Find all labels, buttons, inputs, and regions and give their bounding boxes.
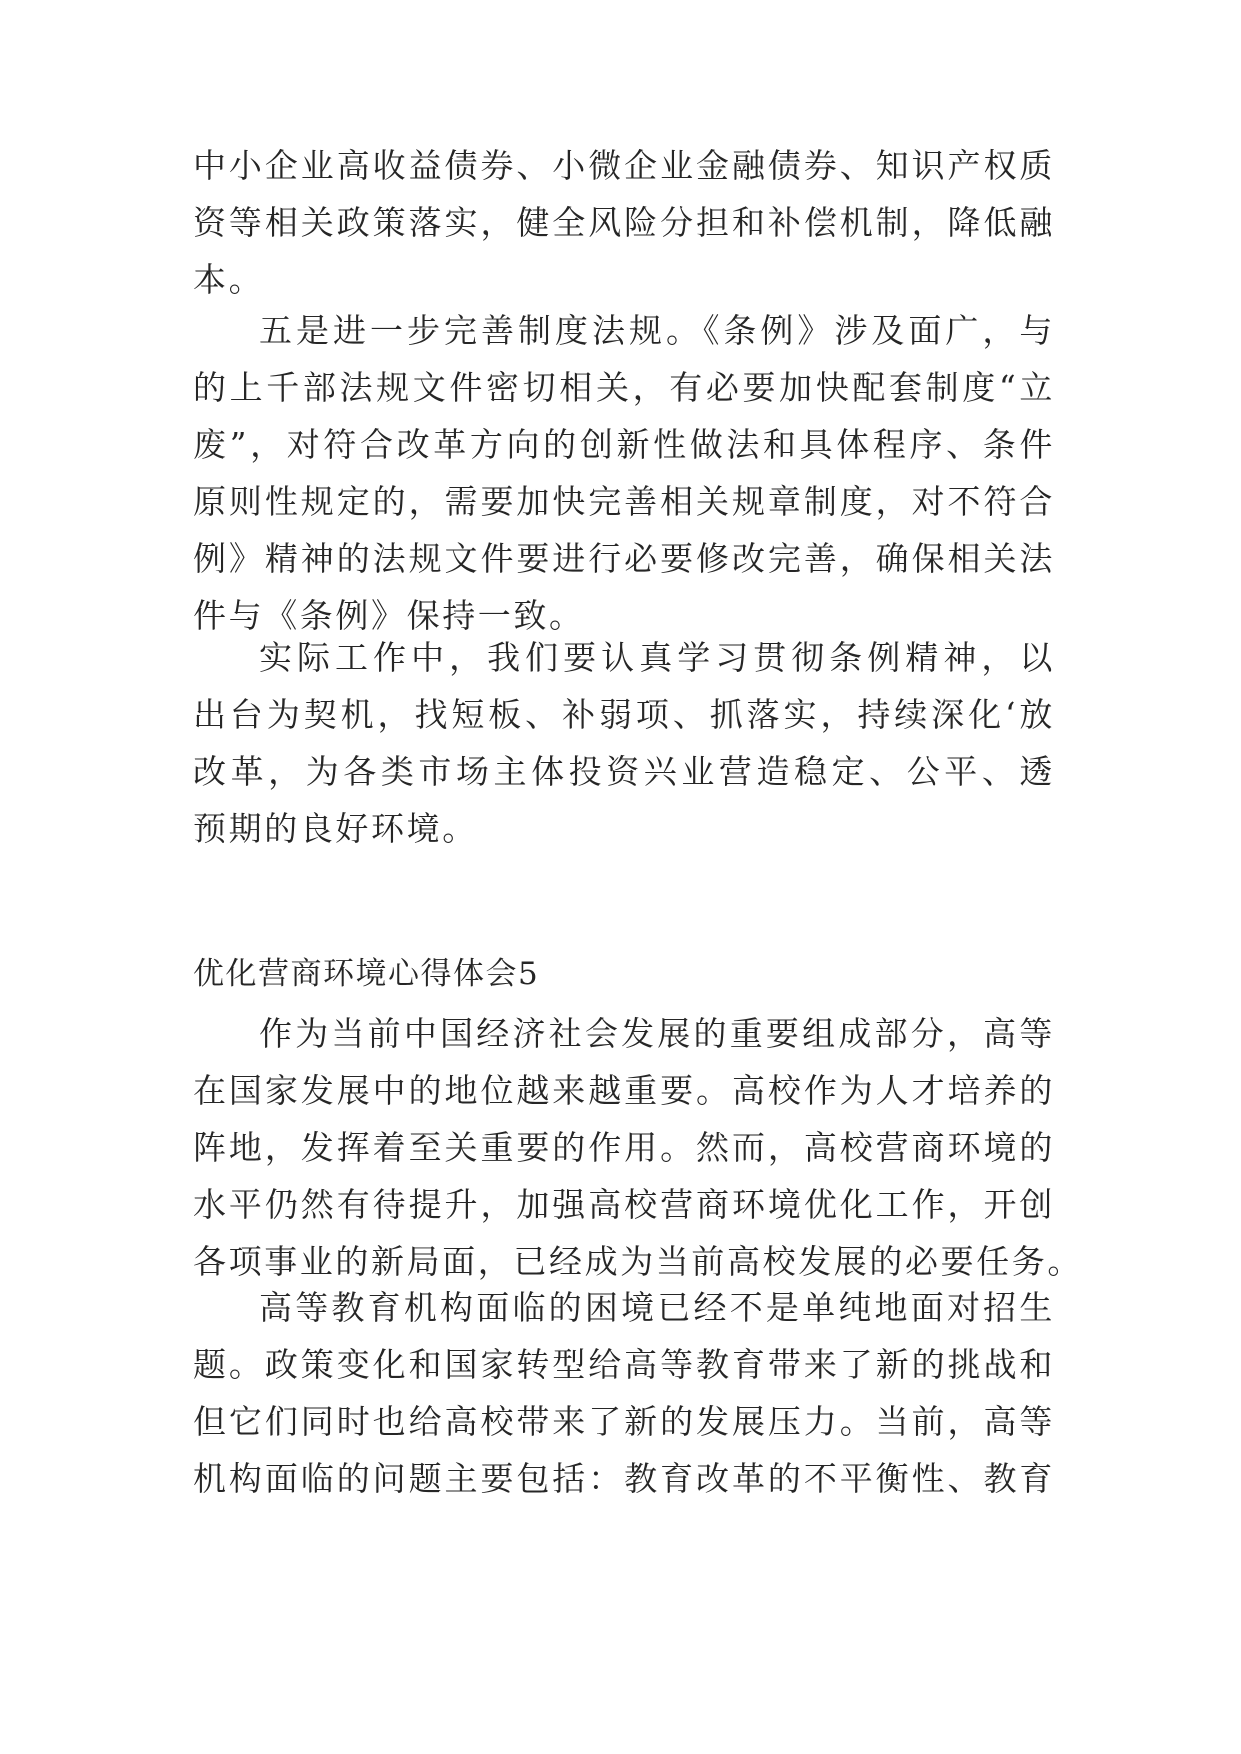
text-line: 中小企业高收益债券、小微企业金融债券、知识产权质 xyxy=(193,146,1055,185)
text-line: 题。政策变化和国家转型给高等教育带来了新的挑战和 xyxy=(193,1345,1055,1384)
text-line: 例》精神的法规文件要进行必要修改完善，确保相关法 xyxy=(193,539,1055,578)
section-heading: 优化营商环境心得体会5 xyxy=(193,956,540,992)
text-line: 资等相关政策落实，健全风险分担和补偿机制，降低融 xyxy=(193,203,1055,242)
text-line: 预期的良好环境。 xyxy=(193,809,478,848)
paragraph-practice xyxy=(193,629,1055,857)
text-line: 件与《条例》保持一致。 xyxy=(193,596,585,635)
paragraph-financing xyxy=(193,137,1055,308)
paragraph-higher-education xyxy=(193,1005,1083,1290)
text-line: 实际工作中，我们要认真学习贯彻条例精神，以 xyxy=(259,638,1055,677)
text-line: 水平仍然有待提升，加强高校营商环境优化工作，开创 xyxy=(193,1185,1055,1224)
text-line: 五是进一步完善制度法规。《条例》涉及面广，与 xyxy=(259,311,1055,350)
text-line: 改革，为各类市场主体投资兴业营造稳定、公平、透 xyxy=(193,752,1055,791)
text-line: 高等教育机构面临的困境已经不是单纯地面对招生 xyxy=(259,1288,1055,1327)
text-line: 出台为契机，找短板、补弱项、抓落实，持续深化‘放 xyxy=(193,695,1055,734)
text-line: 废”，对符合改革方向的创新性做法和具体程序、条件 xyxy=(193,425,1055,464)
paragraph-challenges xyxy=(193,1279,1055,1507)
text-line: 本。 xyxy=(193,260,265,299)
text-line: 各项事业的新局面，已经成为当前高校发展的必要任务。 xyxy=(193,1242,1083,1281)
text-line: 作为当前中国经济社会发展的重要组成部分，高等 xyxy=(259,1014,1055,1053)
text-line: 原则性规定的，需要加快完善相关规章制度，对不符合 xyxy=(193,482,1055,521)
text-line: 的上千部法规文件密切相关，有必要加快配套制度“立 xyxy=(193,368,1055,407)
text-line: 在国家发展中的地位越来越重要。高校作为人才培养的 xyxy=(193,1071,1055,1110)
text-line: 阵地，发挥着至关重要的作用。然而，高校营商环境的 xyxy=(193,1128,1055,1167)
text-line: 机构面临的问题主要包括：教育改革的不平衡性、教育 xyxy=(193,1459,1055,1498)
text-line: 但它们同时也给高校带来了新的发展压力。当前，高等 xyxy=(193,1402,1055,1441)
paragraph-regulations xyxy=(193,302,1055,644)
